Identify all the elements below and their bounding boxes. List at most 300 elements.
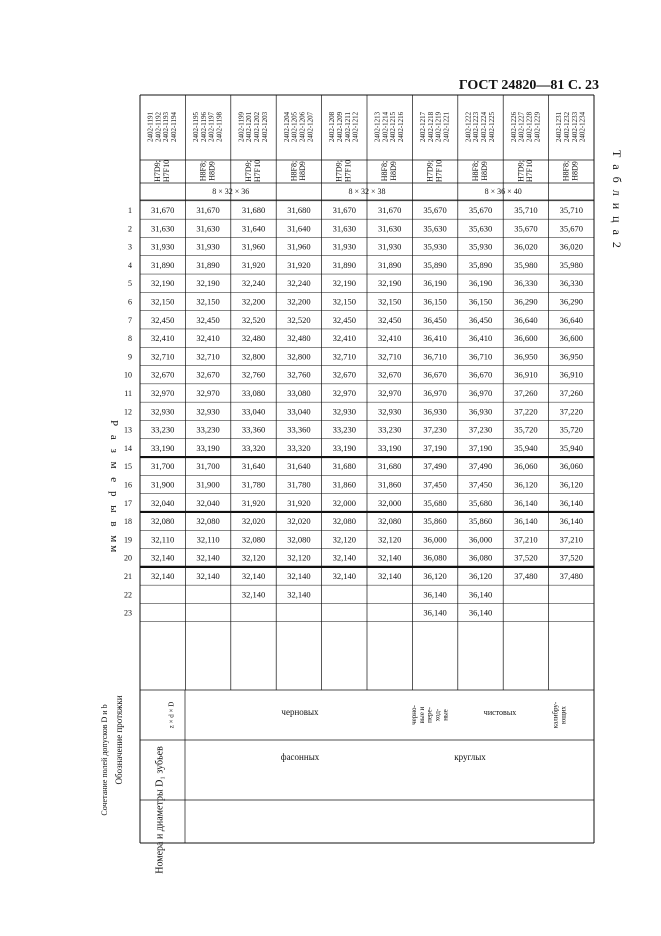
cell-value: 35,630 xyxy=(468,223,493,234)
row-number: 8 xyxy=(128,334,132,344)
cell-value: 31,960 xyxy=(241,241,266,252)
cell-value: 36,060 xyxy=(559,461,583,472)
svg-text:2402-1219: 2402-1219 xyxy=(434,111,443,143)
cell-value: 32,190 xyxy=(196,278,220,289)
cell-value: 35,670 xyxy=(514,223,538,234)
svg-text:2402-1204: 2402-1204 xyxy=(282,111,291,143)
cell-value: 32,140 xyxy=(332,571,356,581)
tooth-numbers-label xyxy=(154,746,165,874)
svg-text:2402-1216: 2402-1216 xyxy=(397,111,406,143)
designation-codes xyxy=(419,111,451,142)
svg-text:H8F8;: H8F8; xyxy=(380,160,390,182)
tolerance-label xyxy=(425,160,443,182)
cell-value: 31,780 xyxy=(241,479,266,490)
svg-text:2402-1218: 2402-1218 xyxy=(426,111,435,143)
cell-value: 32,200 xyxy=(287,296,311,307)
cell-value: 36,290 xyxy=(559,296,583,307)
cell-value: 31,670 xyxy=(151,205,175,215)
svg-text:H8F8;: H8F8; xyxy=(470,160,480,182)
cell-value: 36,640 xyxy=(514,314,538,325)
cell-value: 32,930 xyxy=(378,406,402,417)
cell-value: 35,940 xyxy=(514,442,538,453)
cell-value: 37,230 xyxy=(423,424,447,435)
row-number: 11 xyxy=(124,389,132,398)
cell-value: 35,930 xyxy=(468,241,493,252)
svg-text:2402-1217: 2402-1217 xyxy=(418,111,427,143)
cell-value: 33,040 xyxy=(287,406,311,417)
row-number: 4 xyxy=(128,260,132,270)
cell-value: 32,120 xyxy=(241,552,266,563)
cell-value: 31,930 xyxy=(196,241,220,252)
svg-text:Сочетание полей допусков D и b: Сочетание полей допусков D и b xyxy=(99,704,109,816)
rough-label: черновых xyxy=(281,707,319,717)
svg-text:H7D9;: H7D9; xyxy=(334,160,344,182)
cell-value: 32,150 xyxy=(332,296,356,307)
designation-codes xyxy=(147,111,179,142)
cell-value: 33,320 xyxy=(241,442,266,453)
cell-value: 35,860 xyxy=(423,516,447,527)
cell-value: 35,670 xyxy=(468,205,493,215)
cell-value: 36,670 xyxy=(423,369,447,380)
cell-value: 31,630 xyxy=(196,223,220,234)
cell-value: 32,020 xyxy=(241,516,266,527)
cell-value: 31,630 xyxy=(378,223,402,234)
zdb-header xyxy=(168,702,176,729)
cell-value: 32,710 xyxy=(378,351,402,362)
svg-text:H7F10: H7F10 xyxy=(162,159,172,183)
cell-value: 36,020 xyxy=(514,241,538,252)
tolerance-label xyxy=(335,160,353,182)
table-caption: Т а б л и ц а 2 xyxy=(610,150,624,250)
cell-value: 35,670 xyxy=(423,205,447,215)
svg-text:2402-1226: 2402-1226 xyxy=(509,111,518,143)
svg-text:2402-1232: 2402-1232 xyxy=(562,111,571,143)
cell-value: 35,680 xyxy=(423,497,447,508)
row-number: 16 xyxy=(124,480,132,490)
cell-value: 36,950 xyxy=(559,351,583,362)
svg-text:H7D9;: H7D9; xyxy=(516,160,526,182)
row-number: 17 xyxy=(124,498,132,508)
cell-value: 32,760 xyxy=(287,369,311,380)
cell-value: 32,930 xyxy=(151,406,175,417)
cell-value: 36,140 xyxy=(423,589,447,600)
cell-value: 32,120 xyxy=(378,534,402,545)
cell-value: 32,140 xyxy=(151,552,175,563)
cell-value: 32,040 xyxy=(196,497,220,508)
cell-value: 36,120 xyxy=(514,479,538,490)
svg-text:2402-1197: 2402-1197 xyxy=(207,111,216,143)
cell-value: 31,890 xyxy=(378,259,402,270)
cell-value: 31,890 xyxy=(196,259,220,270)
cell-value: 33,230 xyxy=(196,424,220,435)
designation-codes xyxy=(510,111,542,142)
cell-value: 32,080 xyxy=(378,516,402,527)
cell-value: 37,490 xyxy=(423,461,447,472)
cell-value: 37,520 xyxy=(514,552,538,563)
cell-value: 33,320 xyxy=(287,442,311,453)
cell-value: 31,670 xyxy=(378,205,402,215)
cell-value: 37,190 xyxy=(423,442,447,453)
row-number: 20 xyxy=(124,553,132,563)
svg-text:2402-1214: 2402-1214 xyxy=(381,111,390,143)
cell-value: 36,080 xyxy=(468,552,493,563)
cell-value: 31,680 xyxy=(287,205,311,215)
cell-value: 35,860 xyxy=(468,516,493,527)
cell-value: 32,080 xyxy=(241,534,266,545)
cell-value: 37,260 xyxy=(559,388,583,398)
cell-value: 37,480 xyxy=(514,571,538,581)
cell-value: 36,970 xyxy=(468,388,493,398)
cell-value: 32,930 xyxy=(196,406,220,417)
cell-value: 37,520 xyxy=(559,552,583,563)
cell-value: 35,630 xyxy=(423,223,447,234)
cell-value: 31,640 xyxy=(287,223,311,234)
svg-text:H8D9: H8D9 xyxy=(389,161,399,181)
cell-value: 32,240 xyxy=(241,278,266,289)
designation-codes xyxy=(555,111,587,142)
svg-text:H7F10: H7F10 xyxy=(525,159,535,183)
cell-value: 32,800 xyxy=(287,351,311,362)
cell-value: 32,080 xyxy=(151,516,175,527)
svg-text:2402-1224: 2402-1224 xyxy=(480,111,489,143)
cell-value: 37,260 xyxy=(514,388,538,398)
cell-value: 31,920 xyxy=(241,259,266,270)
svg-text:2402-1213: 2402-1213 xyxy=(373,111,382,143)
svg-text:2402-1233: 2402-1233 xyxy=(570,111,579,143)
cell-value: 32,670 xyxy=(332,369,356,380)
svg-text:вые и: вые и xyxy=(417,706,426,724)
cell-value: 31,680 xyxy=(332,461,356,472)
cell-value: 31,930 xyxy=(378,241,402,252)
svg-text:2402-1208: 2402-1208 xyxy=(328,111,337,143)
cell-value: 37,490 xyxy=(468,461,493,472)
cell-value: 36,150 xyxy=(468,296,493,307)
cell-value: 33,360 xyxy=(241,424,266,435)
svg-text:2402-1215: 2402-1215 xyxy=(389,111,398,143)
cell-value: 33,080 xyxy=(241,388,266,398)
row-number: 21 xyxy=(124,572,132,581)
cell-value: 36,930 xyxy=(468,406,493,417)
zdb-label: 8 × 32 × 38 xyxy=(348,187,386,196)
designation-codes xyxy=(192,111,224,142)
cell-value: 36,080 xyxy=(423,552,447,563)
cell-value: 33,360 xyxy=(287,424,311,435)
cell-value: 31,700 xyxy=(151,461,175,472)
cell-value: 36,140 xyxy=(514,516,538,527)
cell-value: 36,710 xyxy=(468,351,493,362)
svg-text:H8F8;: H8F8; xyxy=(289,160,299,182)
cell-value: 36,140 xyxy=(423,607,447,618)
row-number: 1 xyxy=(128,206,132,215)
cell-value: 35,980 xyxy=(514,259,538,270)
cell-value: 36,140 xyxy=(559,516,583,527)
row-number: 22 xyxy=(124,590,132,600)
tolerance-label xyxy=(562,161,580,181)
cell-value: 32,000 xyxy=(332,497,356,508)
svg-text:2402-1229: 2402-1229 xyxy=(533,111,542,143)
cell-value: 36,600 xyxy=(559,333,583,344)
cell-value: 32,670 xyxy=(151,369,175,380)
cell-value: 32,190 xyxy=(332,278,356,289)
cell-value: 36,330 xyxy=(559,278,583,289)
cell-value: 37,210 xyxy=(559,534,583,545)
cell-value: 31,890 xyxy=(332,259,356,270)
cell-value: 32,520 xyxy=(241,314,266,325)
cell-value: 35,930 xyxy=(423,241,447,252)
cell-value: 32,080 xyxy=(332,516,356,527)
svg-text:2402-1221: 2402-1221 xyxy=(442,111,451,143)
cell-value: 37,210 xyxy=(514,534,538,545)
svg-text:калибру-: калибру- xyxy=(551,701,560,729)
cell-value: 36,000 xyxy=(423,534,447,545)
cell-value: 33,080 xyxy=(287,388,311,398)
cell-value: 32,670 xyxy=(378,369,402,380)
tolerance-label xyxy=(198,161,216,181)
cell-value: 32,140 xyxy=(241,571,266,581)
cell-value: 33,190 xyxy=(332,442,356,453)
svg-text:Обозначение протяжки: Обозначение протяжки xyxy=(114,695,125,785)
cell-value: 31,680 xyxy=(378,461,402,472)
cell-value: 32,710 xyxy=(332,351,356,362)
cell-value: 32,150 xyxy=(378,296,402,307)
transition-label xyxy=(410,704,449,724)
svg-text:2402-1231: 2402-1231 xyxy=(555,111,564,143)
svg-text:2402-1234: 2402-1234 xyxy=(578,111,587,143)
cell-value: 32,120 xyxy=(287,552,311,563)
svg-text:2402-1194: 2402-1194 xyxy=(170,111,179,143)
cell-value: 32,140 xyxy=(332,552,356,563)
cell-value: 32,140 xyxy=(287,589,311,600)
svg-text:2402-1225: 2402-1225 xyxy=(487,111,496,143)
row-number: 3 xyxy=(128,242,132,252)
cell-value: 36,190 xyxy=(468,278,493,289)
svg-text:2402-1205: 2402-1205 xyxy=(290,111,299,143)
row-number: 14 xyxy=(124,443,132,453)
cell-value: 36,150 xyxy=(423,296,447,307)
svg-text:H8F8;: H8F8; xyxy=(198,160,208,182)
row-number: 5 xyxy=(128,279,132,289)
cell-value: 32,800 xyxy=(241,351,266,362)
svg-text:H7D9;: H7D9; xyxy=(243,160,253,182)
cell-value: 36,140 xyxy=(468,589,493,600)
svg-text:2402-1211: 2402-1211 xyxy=(343,111,352,143)
cell-value: 33,190 xyxy=(196,442,220,453)
cell-value: 32,410 xyxy=(196,333,220,344)
cell-value: 31,630 xyxy=(332,223,356,234)
svg-text:2402-1199: 2402-1199 xyxy=(237,111,246,143)
svg-text:2402-1223: 2402-1223 xyxy=(472,111,481,143)
cell-value: 32,670 xyxy=(196,369,220,380)
cell-value: 37,450 xyxy=(468,479,493,490)
svg-text:z × d × D: z × d × D xyxy=(167,701,176,729)
svg-text:ход-: ход- xyxy=(433,708,442,722)
cell-value: 32,450 xyxy=(378,314,402,325)
designation-codes xyxy=(374,111,406,142)
calibrating-label xyxy=(552,701,568,728)
cell-value: 37,220 xyxy=(514,406,538,417)
designation-codes xyxy=(283,111,315,142)
cell-value: 35,890 xyxy=(468,259,493,270)
svg-text:пере-: пере- xyxy=(425,707,434,723)
tolerance-label xyxy=(471,161,489,181)
cell-value: 31,920 xyxy=(287,497,311,508)
tolerance-header xyxy=(100,704,109,815)
cell-value: 32,140 xyxy=(151,571,175,581)
cell-value: 32,520 xyxy=(287,314,311,325)
cell-value: 32,140 xyxy=(378,571,402,581)
cell-value: 31,630 xyxy=(151,223,175,234)
svg-text:H8D9: H8D9 xyxy=(298,161,308,181)
cell-value: 35,720 xyxy=(514,424,538,435)
cell-value: 32,150 xyxy=(151,296,175,307)
svg-text:2402-1191: 2402-1191 xyxy=(146,111,155,143)
designation-label xyxy=(114,695,124,784)
cell-value: 36,910 xyxy=(559,369,583,380)
svg-text:2402-1198: 2402-1198 xyxy=(215,111,224,143)
cell-value: 31,780 xyxy=(287,479,311,490)
cell-value: 32,140 xyxy=(196,552,220,563)
row-number: 7 xyxy=(128,315,132,325)
zdb-label: 8 × 36 × 40 xyxy=(484,187,522,196)
svg-text:Номера и диаметры D₁ зубьев: Номера и диаметры D₁ зубьев xyxy=(154,746,166,874)
cell-value: 36,970 xyxy=(423,388,447,398)
svg-text:2402-1206: 2402-1206 xyxy=(298,111,307,143)
cell-value: 32,970 xyxy=(196,388,220,398)
cell-value: 33,190 xyxy=(151,442,175,453)
cell-value: 32,450 xyxy=(332,314,356,325)
svg-text:ющих: ющих xyxy=(559,706,568,724)
cell-value: 36,060 xyxy=(514,461,538,472)
cell-value: 32,140 xyxy=(196,571,220,581)
cell-value: 31,930 xyxy=(151,241,175,252)
cell-value: 32,110 xyxy=(151,534,175,545)
cell-value: 32,480 xyxy=(241,333,266,344)
page-header: ГОСТ 24820—81 С. 23 xyxy=(458,78,599,93)
cell-value: 32,410 xyxy=(332,333,356,344)
svg-text:2402-1192: 2402-1192 xyxy=(154,111,163,143)
cell-value: 35,890 xyxy=(423,259,447,270)
row-number: 13 xyxy=(124,425,132,435)
cell-value: 32,140 xyxy=(378,552,402,563)
cell-value: 37,480 xyxy=(559,571,583,581)
designation-codes xyxy=(464,111,496,142)
cell-value: 36,410 xyxy=(423,333,447,344)
row-number: 19 xyxy=(124,535,132,545)
cell-value: 32,930 xyxy=(332,406,356,417)
cell-value: 36,120 xyxy=(468,571,493,581)
svg-text:2402-1212: 2402-1212 xyxy=(351,111,360,143)
cell-value: 37,450 xyxy=(423,479,447,490)
svg-text:2402-1222: 2402-1222 xyxy=(464,111,473,143)
cell-value: 36,120 xyxy=(559,479,583,490)
svg-text:H8D9: H8D9 xyxy=(570,161,580,181)
svg-text:2402-1195: 2402-1195 xyxy=(191,111,200,143)
finish-label: чистовых xyxy=(483,708,517,717)
cell-value: 36,000 xyxy=(468,534,493,545)
cell-value: 36,600 xyxy=(514,333,538,344)
round-label: круглых xyxy=(454,752,486,762)
cell-value: 31,640 xyxy=(241,223,266,234)
svg-text:H7F10: H7F10 xyxy=(343,159,353,183)
cell-value: 33,190 xyxy=(378,442,402,453)
row-number: 18 xyxy=(124,517,132,527)
cell-value: 31,890 xyxy=(151,259,175,270)
cell-value: 36,330 xyxy=(514,278,538,289)
cell-value: 32,140 xyxy=(241,589,266,600)
cell-value: 35,940 xyxy=(559,442,583,453)
cell-value: 36,640 xyxy=(559,314,583,325)
svg-text:ные: ные xyxy=(441,709,450,721)
svg-text:2402-1196: 2402-1196 xyxy=(199,111,208,143)
cell-value: 31,860 xyxy=(332,479,356,490)
svg-text:2402-1228: 2402-1228 xyxy=(525,111,534,143)
cell-value: 32,190 xyxy=(151,278,175,289)
cell-value: 32,970 xyxy=(378,388,402,398)
cell-value: 32,450 xyxy=(196,314,220,325)
tolerance-label xyxy=(516,160,534,182)
cell-value: 36,290 xyxy=(514,296,538,307)
cell-value: 37,230 xyxy=(468,424,493,435)
cell-value: 32,480 xyxy=(287,333,311,344)
cell-value: 32,040 xyxy=(151,497,175,508)
row-number: 23 xyxy=(124,608,132,618)
cell-value: 32,970 xyxy=(332,388,356,398)
cell-value: 33,040 xyxy=(241,406,266,417)
cell-value: 31,920 xyxy=(287,259,311,270)
cell-value: 32,150 xyxy=(196,296,220,307)
cell-value: 32,410 xyxy=(151,333,175,344)
svg-text:2402-1202: 2402-1202 xyxy=(253,111,262,143)
cell-value: 31,900 xyxy=(151,479,175,490)
cell-value: 31,900 xyxy=(196,479,220,490)
row-number: 6 xyxy=(128,297,132,307)
cell-value: 36,140 xyxy=(559,497,583,508)
cell-value: 36,930 xyxy=(423,406,447,417)
cell-value: 32,080 xyxy=(196,516,220,527)
cell-value: 36,020 xyxy=(559,241,583,252)
svg-text:H7D9;: H7D9; xyxy=(153,160,163,182)
cell-value: 32,410 xyxy=(378,333,402,344)
cell-value: 36,450 xyxy=(423,314,447,325)
cell-value: 37,190 xyxy=(468,442,493,453)
row-number: 15 xyxy=(124,462,132,472)
cell-value: 36,190 xyxy=(423,278,447,289)
cell-value: 32,200 xyxy=(241,296,266,307)
cell-value: 31,860 xyxy=(378,479,402,490)
tolerance-label xyxy=(153,160,171,182)
cell-value: 33,230 xyxy=(378,424,402,435)
shaped-label: фасонных xyxy=(280,752,320,762)
designation-codes xyxy=(328,111,360,142)
cell-value: 32,140 xyxy=(287,571,311,581)
cell-value: 32,020 xyxy=(287,516,311,527)
svg-text:H7D9;: H7D9; xyxy=(425,160,435,182)
cell-value: 36,670 xyxy=(468,369,493,380)
row-number: 12 xyxy=(124,407,132,417)
cell-value: 31,920 xyxy=(241,497,266,508)
svg-text:черно-: черно- xyxy=(409,705,418,725)
cell-value: 31,670 xyxy=(196,205,220,215)
cell-value: 32,710 xyxy=(151,351,175,362)
cell-value: 31,960 xyxy=(287,241,311,252)
cell-value: 36,950 xyxy=(514,351,538,362)
cell-value: 36,140 xyxy=(514,497,538,508)
row-number: 2 xyxy=(128,224,132,234)
cell-value: 36,910 xyxy=(514,369,538,380)
cell-value: 31,640 xyxy=(241,461,266,472)
cell-value: 33,230 xyxy=(151,424,175,435)
cell-value: 33,230 xyxy=(332,424,356,435)
